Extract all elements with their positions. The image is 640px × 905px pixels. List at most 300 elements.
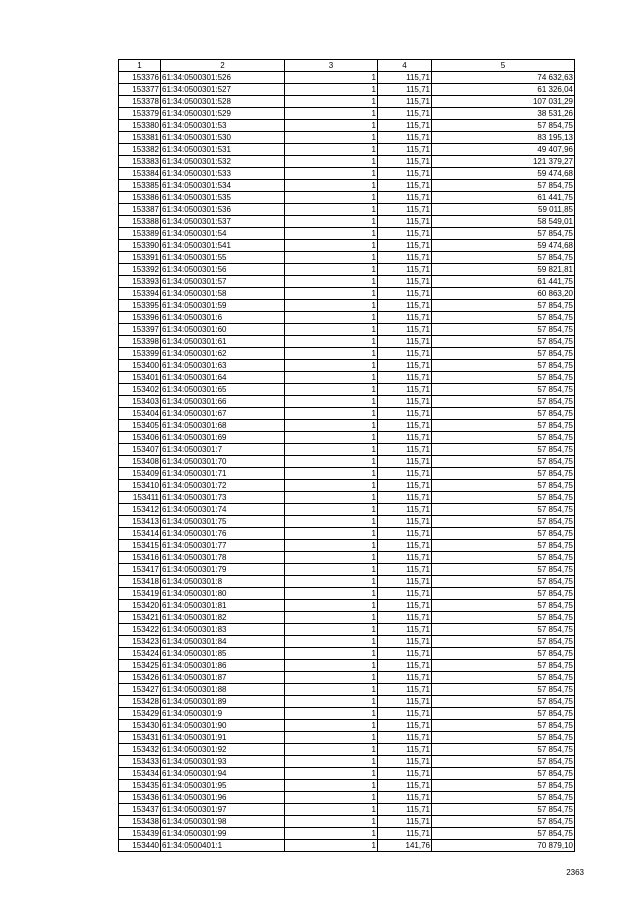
row-number-cell: 153380	[119, 120, 161, 132]
cadastral-number-cell: 61:34:0500301:79	[161, 564, 285, 576]
cadastral-number-cell: 61:34:0500301:93	[161, 756, 285, 768]
value-cell: 57 854,75	[432, 768, 575, 780]
count-cell: 1	[285, 396, 378, 408]
count-cell: 1	[285, 432, 378, 444]
row-number-cell: 153398	[119, 336, 161, 348]
row-number-cell: 153424	[119, 648, 161, 660]
row-number-cell: 153399	[119, 348, 161, 360]
cadastral-number-cell: 61:34:0500301:78	[161, 552, 285, 564]
count-cell: 1	[285, 504, 378, 516]
cadastral-number-cell: 61:34:0500301:54	[161, 228, 285, 240]
value-cell: 57 854,75	[432, 348, 575, 360]
cadastral-number-cell: 61:34:0500301:7	[161, 444, 285, 456]
row-number-cell: 153393	[119, 276, 161, 288]
count-cell: 1	[285, 780, 378, 792]
value-cell: 57 854,75	[432, 804, 575, 816]
table-row	[119, 480, 575, 492]
area-cell: 115,71	[378, 504, 432, 516]
row-number-cell: 153436	[119, 792, 161, 804]
value-cell: 57 854,75	[432, 300, 575, 312]
table-row	[119, 360, 575, 372]
area-cell: 115,71	[378, 816, 432, 828]
cadastral-number-cell: 61:34:0500301:58	[161, 288, 285, 300]
value-cell: 57 854,75	[432, 336, 575, 348]
area-cell: 115,71	[378, 228, 432, 240]
area-cell: 115,71	[378, 372, 432, 384]
count-cell: 1	[285, 264, 378, 276]
value-cell: 57 854,75	[432, 684, 575, 696]
area-cell: 115,71	[378, 180, 432, 192]
table-row	[119, 540, 575, 552]
cadastral-number-cell: 61:34:0500301:530	[161, 132, 285, 144]
table-row	[119, 600, 575, 612]
value-cell: 57 854,75	[432, 816, 575, 828]
count-cell: 1	[285, 156, 378, 168]
count-cell: 1	[285, 456, 378, 468]
count-cell: 1	[285, 576, 378, 588]
count-cell: 1	[285, 648, 378, 660]
value-cell: 57 854,75	[432, 600, 575, 612]
row-number-cell: 153391	[119, 252, 161, 264]
count-cell: 1	[285, 192, 378, 204]
value-cell: 57 854,75	[432, 456, 575, 468]
count-cell: 1	[285, 120, 378, 132]
count-cell: 1	[285, 468, 378, 480]
count-cell: 1	[285, 108, 378, 120]
count-cell: 1	[285, 132, 378, 144]
area-cell: 115,71	[378, 612, 432, 624]
count-cell: 1	[285, 720, 378, 732]
table-row	[119, 348, 575, 360]
cadastral-number-cell: 61:34:0500301:87	[161, 672, 285, 684]
area-cell: 115,71	[378, 804, 432, 816]
row-number-cell: 153403	[119, 396, 161, 408]
row-number-cell: 153410	[119, 480, 161, 492]
area-cell: 115,71	[378, 552, 432, 564]
count-cell: 1	[285, 816, 378, 828]
table-row	[119, 624, 575, 636]
value-cell: 57 854,75	[432, 780, 575, 792]
area-cell: 115,71	[378, 396, 432, 408]
area-cell: 115,71	[378, 696, 432, 708]
row-number-cell: 153379	[119, 108, 161, 120]
value-cell: 57 854,75	[432, 396, 575, 408]
cadastral-number-cell: 61:34:0500301:71	[161, 468, 285, 480]
count-cell: 1	[285, 444, 378, 456]
table-row	[119, 216, 575, 228]
area-cell: 115,71	[378, 660, 432, 672]
cadastral-number-cell: 61:34:0500301:61	[161, 336, 285, 348]
cadastral-number-cell: 61:34:0500301:99	[161, 828, 285, 840]
table-row	[119, 252, 575, 264]
row-number-cell: 153430	[119, 720, 161, 732]
value-cell: 57 854,75	[432, 660, 575, 672]
value-cell: 57 854,75	[432, 408, 575, 420]
table-row	[119, 564, 575, 576]
cadastral-number-cell: 61:34:0500301:85	[161, 648, 285, 660]
table-row	[119, 180, 575, 192]
count-cell: 1	[285, 408, 378, 420]
count-cell: 1	[285, 144, 378, 156]
cadastral-number-cell: 61:34:0500301:537	[161, 216, 285, 228]
row-number-cell: 153407	[119, 444, 161, 456]
row-number-cell: 153427	[119, 684, 161, 696]
cadastral-number-cell: 61:34:0500301:59	[161, 300, 285, 312]
count-cell: 1	[285, 600, 378, 612]
count-cell: 1	[285, 804, 378, 816]
value-cell: 121 379,27	[432, 156, 575, 168]
table-row	[119, 96, 575, 108]
count-cell: 1	[285, 624, 378, 636]
area-cell: 115,71	[378, 564, 432, 576]
cadastral-number-cell: 61:34:0500301:77	[161, 540, 285, 552]
table-row	[119, 456, 575, 468]
row-number-cell: 153387	[119, 204, 161, 216]
count-cell: 1	[285, 768, 378, 780]
value-cell: 38 531,26	[432, 108, 575, 120]
cadastral-number-cell: 61:34:0500301:96	[161, 792, 285, 804]
count-cell: 1	[285, 744, 378, 756]
area-cell: 115,71	[378, 408, 432, 420]
area-cell: 115,71	[378, 708, 432, 720]
cadastral-number-cell: 61:34:0500301:82	[161, 612, 285, 624]
cadastral-number-cell: 61:34:0500301:75	[161, 516, 285, 528]
count-cell: 1	[285, 708, 378, 720]
row-number-cell: 153402	[119, 384, 161, 396]
table-row	[119, 636, 575, 648]
value-cell: 59 474,68	[432, 240, 575, 252]
table-row	[119, 528, 575, 540]
table-row	[119, 420, 575, 432]
area-cell: 115,71	[378, 648, 432, 660]
row-number-cell: 153419	[119, 588, 161, 600]
row-number-cell: 153417	[119, 564, 161, 576]
count-cell: 1	[285, 348, 378, 360]
cadastral-number-cell: 61:34:0500301:66	[161, 396, 285, 408]
area-cell: 115,71	[378, 252, 432, 264]
value-cell: 57 854,75	[432, 792, 575, 804]
area-cell: 115,71	[378, 192, 432, 204]
column-header-1: 1	[119, 60, 161, 72]
row-number-cell: 153411	[119, 492, 161, 504]
count-cell: 1	[285, 696, 378, 708]
count-cell: 1	[285, 420, 378, 432]
count-cell: 1	[285, 276, 378, 288]
cadastral-number-cell: 61:34:0500301:72	[161, 480, 285, 492]
count-cell: 1	[285, 312, 378, 324]
cadastral-number-cell: 61:34:0500301:541	[161, 240, 285, 252]
row-number-cell: 153440	[119, 840, 161, 852]
table-row	[119, 792, 575, 804]
count-cell: 1	[285, 252, 378, 264]
area-cell: 115,71	[378, 744, 432, 756]
value-cell: 60 863,20	[432, 288, 575, 300]
table-row	[119, 108, 575, 120]
table-row	[119, 84, 575, 96]
value-cell: 83 195,13	[432, 132, 575, 144]
cadastral-number-cell: 61:34:0500401:1	[161, 840, 285, 852]
value-cell: 57 854,75	[432, 624, 575, 636]
cadastral-number-cell: 61:34:0500301:90	[161, 720, 285, 732]
value-cell: 57 854,75	[432, 564, 575, 576]
value-cell: 57 854,75	[432, 588, 575, 600]
value-cell: 57 854,75	[432, 252, 575, 264]
cadastral-number-cell: 61:34:0500301:92	[161, 744, 285, 756]
cadastral-number-cell: 61:34:0500301:65	[161, 384, 285, 396]
area-cell: 115,71	[378, 540, 432, 552]
table-row	[119, 264, 575, 276]
row-number-cell: 153376	[119, 72, 161, 84]
row-number-cell: 153401	[119, 372, 161, 384]
area-cell: 115,71	[378, 828, 432, 840]
cadastral-number-cell: 61:34:0500301:70	[161, 456, 285, 468]
value-cell: 59 011,85	[432, 204, 575, 216]
table-row	[119, 72, 575, 84]
table-row	[119, 768, 575, 780]
value-cell: 57 854,75	[432, 528, 575, 540]
table-row	[119, 816, 575, 828]
area-cell: 115,71	[378, 732, 432, 744]
table-row	[119, 660, 575, 672]
cadastral-number-cell: 61:34:0500301:83	[161, 624, 285, 636]
count-cell: 1	[285, 540, 378, 552]
table-row	[119, 684, 575, 696]
row-number-cell: 153415	[119, 540, 161, 552]
cadastral-number-cell: 61:34:0500301:57	[161, 276, 285, 288]
table-row	[119, 492, 575, 504]
cadastral-number-cell: 61:34:0500301:8	[161, 576, 285, 588]
row-number-cell: 153382	[119, 144, 161, 156]
value-cell: 49 407,96	[432, 144, 575, 156]
row-number-cell: 153434	[119, 768, 161, 780]
table-row	[119, 672, 575, 684]
value-cell: 57 854,75	[432, 360, 575, 372]
value-cell: 58 549,01	[432, 216, 575, 228]
row-number-cell: 153392	[119, 264, 161, 276]
row-number-cell: 153435	[119, 780, 161, 792]
table-row	[119, 696, 575, 708]
row-number-cell: 153395	[119, 300, 161, 312]
row-number-cell: 153409	[119, 468, 161, 480]
area-cell: 115,71	[378, 360, 432, 372]
table-row	[119, 312, 575, 324]
cadastral-number-cell: 61:34:0500301:534	[161, 180, 285, 192]
count-cell: 1	[285, 84, 378, 96]
count-cell: 1	[285, 288, 378, 300]
value-cell: 57 854,75	[432, 672, 575, 684]
table-row	[119, 204, 575, 216]
count-cell: 1	[285, 72, 378, 84]
count-cell: 1	[285, 324, 378, 336]
table-row	[119, 300, 575, 312]
cadastral-number-cell: 61:34:0500301:86	[161, 660, 285, 672]
row-number-cell: 153386	[119, 192, 161, 204]
count-cell: 1	[285, 492, 378, 504]
value-cell: 57 854,75	[432, 828, 575, 840]
area-cell: 115,71	[378, 168, 432, 180]
cadastral-number-cell: 61:34:0500301:81	[161, 600, 285, 612]
count-cell: 1	[285, 552, 378, 564]
table-row	[119, 588, 575, 600]
column-header-4: 4	[378, 60, 432, 72]
count-cell: 1	[285, 684, 378, 696]
area-cell: 115,71	[378, 144, 432, 156]
row-number-cell: 153438	[119, 816, 161, 828]
cadastral-table	[118, 59, 575, 852]
value-cell: 57 854,75	[432, 516, 575, 528]
area-cell: 115,71	[378, 96, 432, 108]
value-cell: 57 854,75	[432, 180, 575, 192]
value-cell: 57 854,75	[432, 696, 575, 708]
row-number-cell: 153377	[119, 84, 161, 96]
value-cell: 61 441,75	[432, 192, 575, 204]
row-number-cell: 153389	[119, 228, 161, 240]
cadastral-number-cell: 61:34:0500301:91	[161, 732, 285, 744]
value-cell: 57 854,75	[432, 612, 575, 624]
value-cell: 57 854,75	[432, 648, 575, 660]
value-cell: 57 854,75	[432, 540, 575, 552]
value-cell: 61 326,04	[432, 84, 575, 96]
value-cell: 107 031,29	[432, 96, 575, 108]
cadastral-number-cell: 61:34:0500301:6	[161, 312, 285, 324]
count-cell: 1	[285, 96, 378, 108]
table-row	[119, 612, 575, 624]
table-row	[119, 156, 575, 168]
count-cell: 1	[285, 336, 378, 348]
value-cell: 57 854,75	[432, 312, 575, 324]
cadastral-number-cell: 61:34:0500301:89	[161, 696, 285, 708]
cadastral-number-cell: 61:34:0500301:97	[161, 804, 285, 816]
cadastral-number-cell: 61:34:0500301:76	[161, 528, 285, 540]
row-number-cell: 153431	[119, 732, 161, 744]
count-cell: 1	[285, 240, 378, 252]
row-number-cell: 153400	[119, 360, 161, 372]
area-cell: 115,71	[378, 720, 432, 732]
count-cell: 1	[285, 660, 378, 672]
cadastral-number-cell: 61:34:0500301:98	[161, 816, 285, 828]
area-cell: 115,71	[378, 468, 432, 480]
row-number-cell: 153381	[119, 132, 161, 144]
row-number-cell: 153406	[119, 432, 161, 444]
area-cell: 115,71	[378, 276, 432, 288]
table-row	[119, 408, 575, 420]
value-cell: 74 632,63	[432, 72, 575, 84]
table-row	[119, 384, 575, 396]
table-row	[119, 576, 575, 588]
row-number-cell: 153412	[119, 504, 161, 516]
row-number-cell: 153396	[119, 312, 161, 324]
count-cell: 1	[285, 528, 378, 540]
cadastral-number-cell: 61:34:0500301:67	[161, 408, 285, 420]
area-cell: 115,71	[378, 132, 432, 144]
row-number-cell: 153429	[119, 708, 161, 720]
area-cell: 115,71	[378, 756, 432, 768]
row-number-cell: 153405	[119, 420, 161, 432]
table-row	[119, 336, 575, 348]
table-row	[119, 840, 575, 852]
area-cell: 115,71	[378, 480, 432, 492]
area-cell: 115,71	[378, 336, 432, 348]
row-number-cell: 153384	[119, 168, 161, 180]
table-row	[119, 648, 575, 660]
table-row	[119, 168, 575, 180]
row-number-cell: 153414	[119, 528, 161, 540]
area-cell: 115,71	[378, 288, 432, 300]
row-number-cell: 153378	[119, 96, 161, 108]
area-cell: 115,71	[378, 792, 432, 804]
cadastral-number-cell: 61:34:0500301:526	[161, 72, 285, 84]
area-cell: 115,71	[378, 684, 432, 696]
row-number-cell: 153426	[119, 672, 161, 684]
area-cell: 115,71	[378, 264, 432, 276]
table-row	[119, 120, 575, 132]
table-row	[119, 396, 575, 408]
cadastral-number-cell: 61:34:0500301:535	[161, 192, 285, 204]
column-header-2: 2	[161, 60, 285, 72]
row-number-cell: 153383	[119, 156, 161, 168]
column-header-5: 5	[432, 60, 575, 72]
table-row	[119, 708, 575, 720]
table-body	[119, 72, 575, 852]
count-cell: 1	[285, 204, 378, 216]
row-number-cell: 153422	[119, 624, 161, 636]
row-number-cell: 153390	[119, 240, 161, 252]
row-number-cell: 153418	[119, 576, 161, 588]
count-cell: 1	[285, 732, 378, 744]
count-cell: 1	[285, 636, 378, 648]
table-row	[119, 828, 575, 840]
row-number-cell: 153394	[119, 288, 161, 300]
count-cell: 1	[285, 384, 378, 396]
area-cell: 115,71	[378, 72, 432, 84]
row-number-cell: 153423	[119, 636, 161, 648]
count-cell: 1	[285, 612, 378, 624]
value-cell: 57 854,75	[432, 432, 575, 444]
cadastral-number-cell: 61:34:0500301:94	[161, 768, 285, 780]
count-cell: 1	[285, 480, 378, 492]
value-cell: 70 879,10	[432, 840, 575, 852]
row-number-cell: 153413	[119, 516, 161, 528]
area-cell: 115,71	[378, 204, 432, 216]
row-number-cell: 153425	[119, 660, 161, 672]
table-row	[119, 516, 575, 528]
cadastral-number-cell: 61:34:0500301:532	[161, 156, 285, 168]
area-cell: 115,71	[378, 600, 432, 612]
count-cell: 1	[285, 168, 378, 180]
table-row	[119, 324, 575, 336]
area-cell: 115,71	[378, 432, 432, 444]
cadastral-number-cell: 61:34:0500301:527	[161, 84, 285, 96]
value-cell: 57 854,75	[432, 468, 575, 480]
table-row	[119, 756, 575, 768]
table-row	[119, 732, 575, 744]
table-row	[119, 372, 575, 384]
row-number-cell: 153437	[119, 804, 161, 816]
row-number-cell: 153416	[119, 552, 161, 564]
cadastral-number-cell: 61:34:0500301:62	[161, 348, 285, 360]
area-cell: 115,71	[378, 528, 432, 540]
table-row	[119, 144, 575, 156]
area-cell: 115,71	[378, 108, 432, 120]
table-row	[119, 552, 575, 564]
table-row	[119, 444, 575, 456]
cadastral-number-cell: 61:34:0500301:80	[161, 588, 285, 600]
area-cell: 115,71	[378, 312, 432, 324]
area-cell: 115,71	[378, 780, 432, 792]
column-header-3: 3	[285, 60, 378, 72]
row-number-cell: 153388	[119, 216, 161, 228]
row-number-cell: 153408	[119, 456, 161, 468]
